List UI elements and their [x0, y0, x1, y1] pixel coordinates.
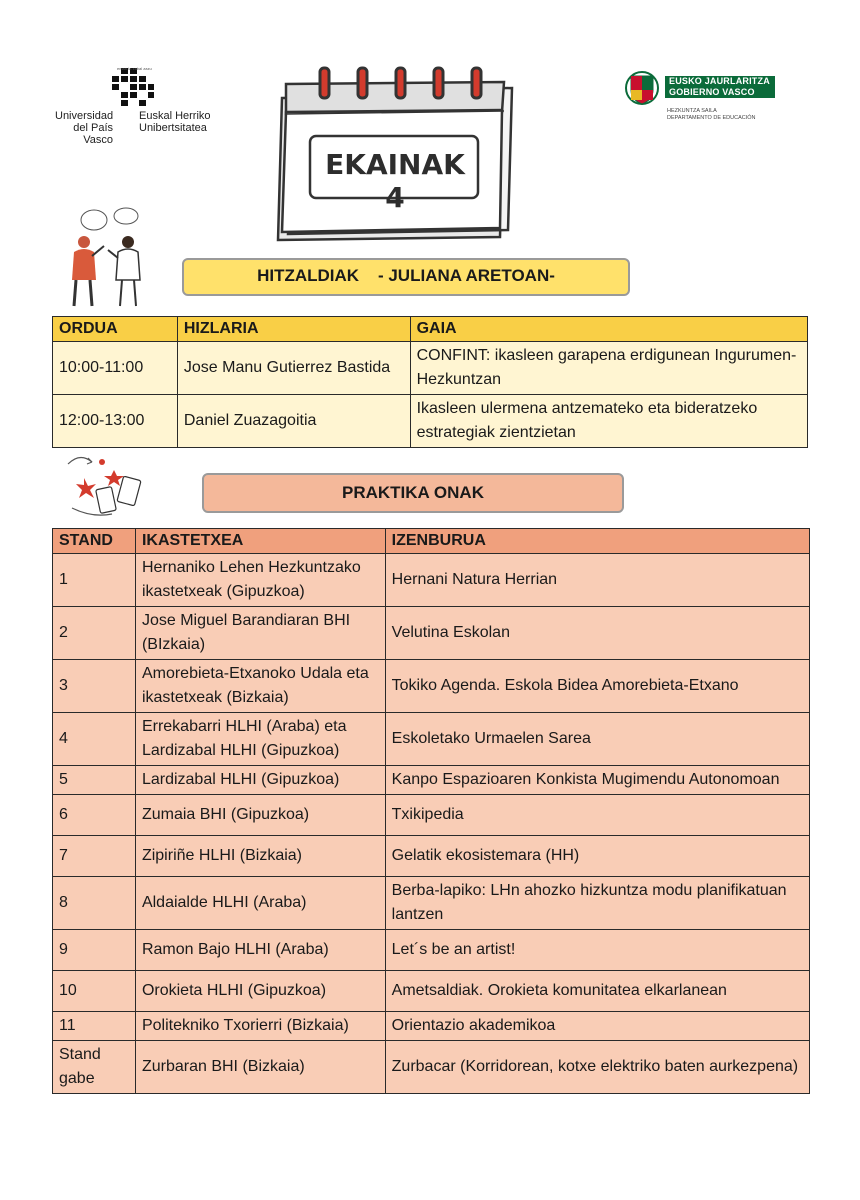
gv-department-es: DEPARTAMENTO DE EDUCACIÓN	[667, 115, 756, 121]
upv-ehu-emblem-icon	[107, 66, 157, 108]
upv-name-eu-line2: Unibertsitatea	[139, 122, 207, 134]
table-row	[53, 395, 808, 448]
practices-header-school: IKASTETXEA	[135, 529, 385, 554]
practice-title: Berba-lapiko: LHn ahozko hizkuntza modu planifikatuan lantzen	[385, 877, 809, 930]
upv-name-es	[55, 110, 113, 146]
gv-department-eu: HEZKUNTZA SAILA	[667, 108, 717, 114]
talk-time: 12:00-13:00	[53, 395, 178, 448]
practice-title: Tokiko Agenda. Eskola Bidea Amorebieta-Etxano	[385, 660, 809, 713]
practices-table	[52, 528, 810, 1094]
practice-title: Gelatik ekosistemara (HH)	[385, 836, 809, 877]
table-row	[53, 877, 810, 930]
gv-name-bar	[665, 76, 775, 98]
table-row	[53, 713, 810, 766]
practices-illustration-icon	[62, 448, 152, 524]
practices-banner	[202, 473, 624, 513]
school-name: Aldaialde HLHI (Araba)	[135, 877, 385, 930]
school-name: Jose Miguel Barandiaran BHI (BIzkaia)	[135, 607, 385, 660]
talk-speaker: Jose Manu Gutierrez Bastida	[177, 342, 410, 395]
stand-number: 1	[53, 554, 136, 607]
practice-title: Zurbacar (Korridorean, kotxe elektriko baten aurkezpena)	[385, 1041, 809, 1094]
talk-topic: Ikasleen ulermena antzemateko eta bideratzeko estrategiak zientzietan	[410, 395, 807, 448]
gv-name-es: GOBIERNO VASCO	[669, 87, 755, 97]
gv-department	[667, 108, 756, 122]
practices-header-stand: STAND	[53, 529, 136, 554]
upv-name-eu-line1: Euskal Herriko	[139, 110, 211, 122]
upv-ehu-logo	[55, 66, 225, 146]
table-row	[53, 795, 810, 836]
stand-number: 11	[53, 1012, 136, 1041]
school-name: Orokieta HLHI (Gipuzkoa)	[135, 971, 385, 1012]
stand-number: 4	[53, 713, 136, 766]
school-name: Politekniko Txorierri (Bizkaia)	[135, 1012, 385, 1041]
talks-banner-label: HITZALDIAK - JULIANA ARETOAN-	[257, 266, 555, 285]
stand-number: 6	[53, 795, 136, 836]
table-row	[53, 607, 810, 660]
upv-name-es-line1: Universidad	[55, 110, 114, 122]
gv-name-eu: EUSKO JAURLARITZA	[669, 76, 770, 86]
practice-title: Velutina Eskolan	[385, 607, 809, 660]
stand-number: 8	[53, 877, 136, 930]
school-name: Hernaniko Lehen Hezkuntzako ikastetxeak (Gipuzkoa)	[135, 554, 385, 607]
basque-shield-icon	[625, 68, 659, 108]
talks-header-topic: GAIA	[410, 317, 807, 342]
table-row	[53, 554, 810, 607]
calendar-graphic	[268, 62, 518, 244]
practice-title: Eskoletako Urmaelen Sarea	[385, 713, 809, 766]
practice-title: Hernani Natura Herrian	[385, 554, 809, 607]
talk-speaker: Daniel Zuazagoitia	[177, 395, 410, 448]
table-row	[53, 1041, 810, 1094]
talk-topic: CONFINT: ikasleen garapena erdigunean Ingurumen-Hezkuntzan	[410, 342, 807, 395]
table-row	[53, 1012, 810, 1041]
talks-banner	[182, 258, 630, 296]
practices-table-header-row	[53, 529, 810, 554]
eusko-jaurlaritza-logo	[625, 68, 795, 128]
talks-header-time: ORDUA	[53, 317, 178, 342]
school-name: Amorebieta-Etxanoko Udala eta ikastetxeak (Bizkaia)	[135, 660, 385, 713]
stand-number: 3	[53, 660, 136, 713]
stand-number: 5	[53, 766, 136, 795]
school-name: Errekabarri HLHI (Araba) eta Lardizabal HLHI (Gipuzkoa)	[135, 713, 385, 766]
talks-table	[52, 316, 808, 448]
school-name: Zurbaran BHI (Bizkaia)	[135, 1041, 385, 1094]
stand-number: 9	[53, 930, 136, 971]
upv-name-es-line2: del País Vasco	[73, 122, 113, 146]
speakers-illustration-icon	[56, 206, 156, 312]
talk-time: 10:00-11:00	[53, 342, 178, 395]
table-row	[53, 660, 810, 713]
practice-title: Txikipedia	[385, 795, 809, 836]
table-row	[53, 930, 810, 971]
talks-table-header-row	[53, 317, 808, 342]
table-row	[53, 971, 810, 1012]
upv-name-eu	[139, 110, 211, 134]
table-row	[53, 342, 808, 395]
school-name: Ramon Bajo HLHI (Araba)	[135, 930, 385, 971]
practice-title: Ametsaldiak. Orokieta komunitatea elkarlanean	[385, 971, 809, 1012]
stand-number: 10	[53, 971, 136, 1012]
school-name: Zumaia BHI (Gipuzkoa)	[135, 795, 385, 836]
stand-number: 2	[53, 607, 136, 660]
table-row	[53, 766, 810, 795]
practices-banner-label: PRAKTIKA ONAK	[342, 483, 484, 502]
practice-title: Let´s be an artist!	[385, 930, 809, 971]
talks-header-speaker: HIZLARIA	[177, 317, 410, 342]
calendar-date-title: EKAINAK 4	[325, 148, 465, 214]
school-name: Lardizabal HLHI (Gipuzkoa)	[135, 766, 385, 795]
practices-header-title: IZENBURUA	[385, 529, 809, 554]
stand-number: 7	[53, 836, 136, 877]
stand-number: Stand gabe	[53, 1041, 136, 1094]
practice-title: Kanpo Espazioaren Konkista Mugimendu Autonomoan	[385, 766, 809, 795]
practice-title: Orientazio akademikoa	[385, 1012, 809, 1041]
table-row	[53, 836, 810, 877]
upv-motto: eman ta zabal zazu	[117, 66, 152, 71]
school-name: Zipiriñe HLHI (Bizkaia)	[135, 836, 385, 877]
